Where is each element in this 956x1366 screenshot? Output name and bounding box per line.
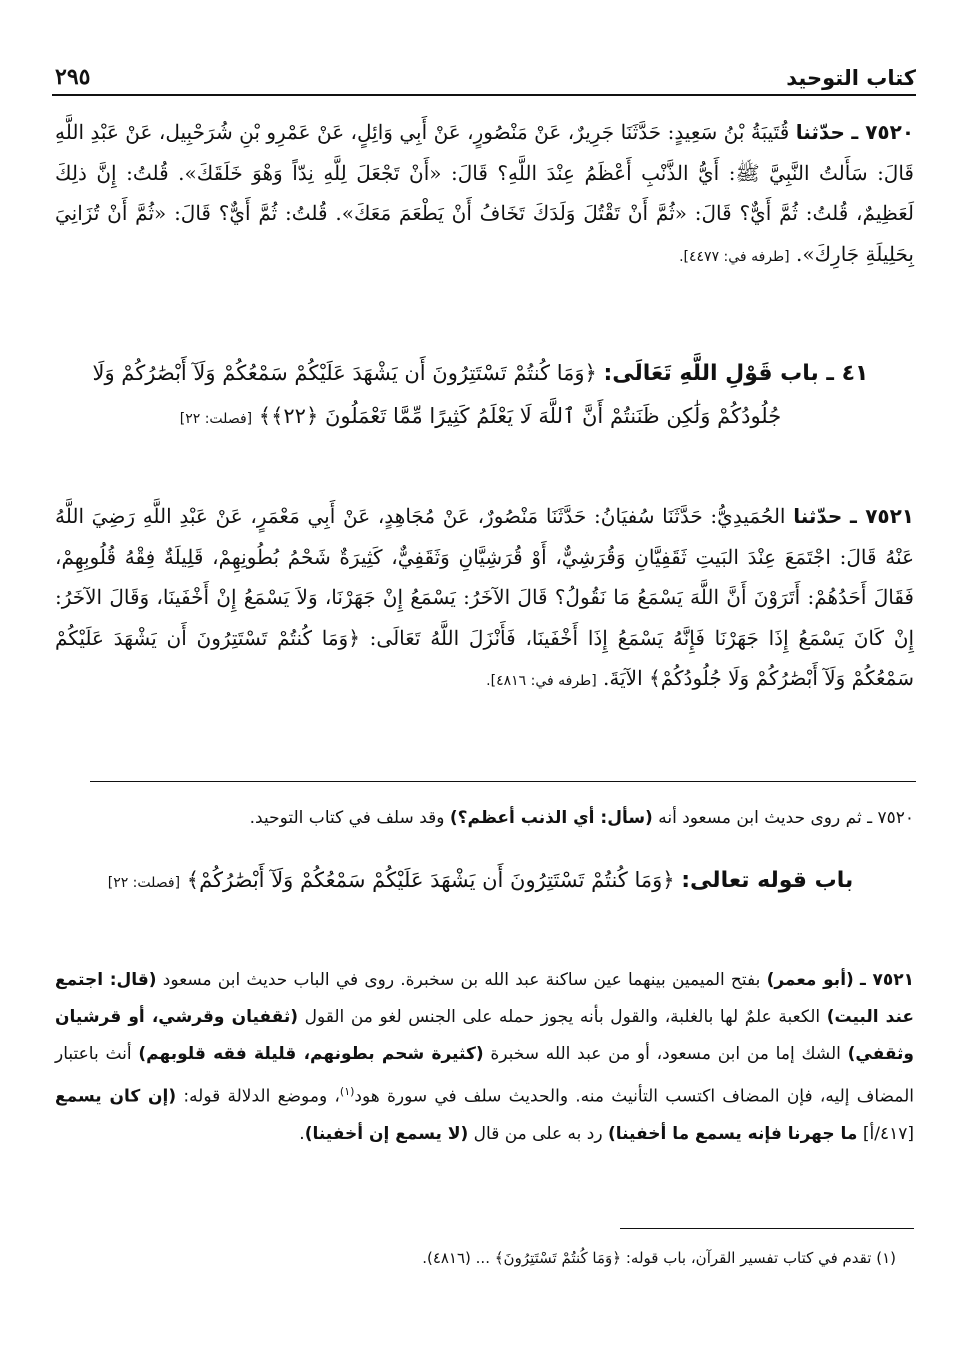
commentary-divider — [90, 781, 916, 782]
commentary-quote: (كثيرة شحم بطونهم، قليلة فقه قلوبهم) — [138, 1044, 484, 1064]
commentary-quote: (إن كان يسمع — [55, 1086, 177, 1107]
chapter-41-heading — [60, 352, 901, 440]
commentary-chapter-heading — [60, 858, 901, 905]
commentary-quote: (ثقفيان وقرشي، أو قرشيان وثقفي) — [55, 1007, 914, 1064]
commentary-quote: (قال: اجتمع عند البيت) — [55, 970, 915, 1027]
hadith-reference: [طرفه في: ٤٤٧٧]. — [679, 248, 790, 265]
verse-reference: [فصلت: ٢٢] — [107, 875, 181, 891]
commentary-text: ، وموضع الدلالة قوله: — [183, 1086, 340, 1107]
footnote — [300, 1245, 896, 1271]
commentary-text: ٧٥٢٠ ـ ثم روى حديث ابن مسعود أنه — [658, 808, 914, 828]
hadith-7521 — [55, 496, 914, 702]
commentary-text: الشك إما من ابن مسعود، أو من عبد الله سخبرة — [490, 1044, 841, 1064]
chapter-title: ٤١ ـ باب قَوْلِ اللَّهِ تَعَالَى: — [603, 361, 869, 386]
footnote-mark: (١) — [876, 1249, 896, 1267]
commentary-7521 — [55, 962, 914, 1153]
commentary-7520 — [55, 800, 914, 837]
commentary-text: وقد سلف في كتاب التوحيد. — [249, 808, 445, 828]
commentary-text: بفتح الميمين بينهما عين ساكنة عبد الله بن سخبرة. روى في الباب حديث ابن مسعود — [162, 970, 761, 990]
hadith-reference: [طرفه في: ٤٨١٦]. — [486, 673, 597, 689]
page-header — [55, 52, 916, 90]
footnote-divider — [620, 1228, 914, 1229]
quran-verse: ﴿وَمَا كُنتُمْ تَسْتَتِرُونَ أَن يَشْهَدَ عَلَيْكُمْ سَمْعُكُمْ وَلَآ أَبْصَٰرُكُمْ﴾ — [186, 868, 675, 892]
header-rule — [52, 94, 916, 96]
manuscript-folio: [٤١٧/أ] — [862, 1123, 914, 1144]
quran-verse: ﴿وَمَا كُنتُمْ تَسْتَتِرُونَ أَن يَشْهَدَ عَلَيْكُمْ سَمْعُكُمْ وَلَآ أَبْصَٰرُكُمْ وَلَا جُلُودُكُمْ وَلَٰكِن ظَنَنتُمْ أَنَّ ٱللَّهَ لَا يَعْلَمُ كَثِيرًا مِّمَّا تَعْمَلُونَ ﴿٢٢﴾﴾ — [92, 361, 782, 428]
page-number: ٢٩٥ — [55, 64, 91, 90]
commentary-quote: (لا يسمع إن أخفينا) — [304, 1123, 469, 1144]
footnote-verse: ﴿وَمَا كُنتُمْ تَسْتَتِرُونَ﴾ — [494, 1249, 622, 1267]
book-title: كتاب التوحيد — [786, 66, 916, 90]
footnote-text: تقدم في كتاب تفسير القرآن، باب قوله: — [625, 1249, 872, 1267]
commentary-number: ٧٥٢١ ـ — [860, 970, 915, 990]
chapter-title: باب قوله تعالى: — [681, 868, 854, 893]
commentary-text: . — [299, 1123, 305, 1144]
hadith-text: قُتَيبَةُ بْنُ سَعِيدٍ: حَدَّثَنَا جَرِيرٌ، عَنْ مَنْصُورٍ، عَنْ أَبِي وَائِلٍ، عَنْ عَمْرِو بْنِ شُرَحْبِيل، عَنْ عَبْدِ اللَّهِ قَالَ: سَأَلتُ النَّبِيَّ ﷺ: أَيُّ الذَّنْبِ أَعْظَمُ عِنْدَ اللَّهِ؟ قَالَ: «أَنْ تَجْعَلَ لِلَّهِ نِدّاً وَهْوَ خَلَقَكَ». قُلتُ: إِنَّ ذلِكَ لَعَظِيمٌ، قُلتُ: ثُمَّ أَيٌّ؟ قَالَ: «ثُمَّ أَنْ تَقْتُلَ وَلَدَكَ تَخَافُ أَنْ يَطْعَمَ مَعَكَ». قُلتُ: ثُمَّ أَيٌّ؟ قَالَ: «ثُمَّ أَنْ تُزَانِيَ بِحَلِيلَةِ جَارِكَ». — [55, 120, 914, 266]
commentary-quote: ما جهرنا فإنه يسمع ما أخفينا) — [607, 1123, 858, 1144]
commentary-text: أنث باعتبار المضاف إليه، فإن المضاف اكتسب التأنيث منه. والحديث سلف في سورة هود — [55, 1044, 915, 1107]
hadith-7520 — [55, 112, 914, 277]
commentary-quote: (سأل: أي الذنب أعظم؟) — [449, 808, 653, 828]
hadith-number: ٧٥٢١ ـ — [850, 504, 915, 528]
footnote-tail: ... (٤٨١٦). — [422, 1249, 490, 1267]
commentary-text: الكعبة علمٌ لها بالغلبة، والقول بأنه يجوز حمله على الجنس لغو من القول — [304, 1007, 821, 1027]
commentary-quote: (أبو معمر) — [766, 970, 854, 990]
footnote-marker: (١) — [339, 1085, 355, 1098]
verse-reference: [فصلت: ٢٢] — [179, 411, 253, 427]
commentary-text: رد به على من قال — [473, 1123, 603, 1144]
hadith-text: الحُمَيدِيُّ: حَدَّثَنَا سُفيَانُ: حَدَّثَنَا مَنْصُورٌ، عَنْ مُجَاهِدٍ، عَنْ أَبِي مَعْمَرٍ، عَنْ عَبْدِ اللَّهِ رَضِيَ اللَّهُ عَنْهُ قَالَ: اجْتَمَعَ عِنْدَ البَيتِ ثَقَفِيَّانِ وَقُرَشِيٌّ، أَوْ قُرَشِيَّانِ وَثَقَفِيٌّ، كَثِيرَةٌ شَحْمُ بُطُونِهِمْ، قَلِيلَةٌ فِقْهُ قُلُوبِهِمْ، فَقَالَ أَحَدُهُمْ: أَتَرَوْنَ أَنَّ اللَّهَ يَسْمَعُ مَا نَقُولُ؟ قَالَ الآخَرُ: يَسْمَعُ إِنْ جَهَرْنَا، وَلاَ يَسْمَعُ إِنْ أَخْفَينَا، وَقَالَ الآخَرُ: إِنْ كَانَ يَسْمَعُ إِذَا جَهَرْنَا فَإِنَّهُ يَسْمَعُ إِذَا أَخْفَينَا، فَأَنْزَلَ اللَّهُ تَعَالَى: ﴿وَمَا كُنتُمْ تَسْتَتِرُونَ أَن يَشْهَدَ عَلَيْكُمْ سَمْعُكُمْ وَلَآ أَبْصَٰرُكُمْ وَلَا جُلُودُكُمْ﴾ الآيَةَ. — [55, 504, 914, 690]
hadith-number: ٧٥٢٠ ـ — [851, 120, 915, 144]
hadith-lead: حدّثنا — [795, 120, 845, 144]
hadith-lead: حدّثنا — [793, 504, 843, 528]
